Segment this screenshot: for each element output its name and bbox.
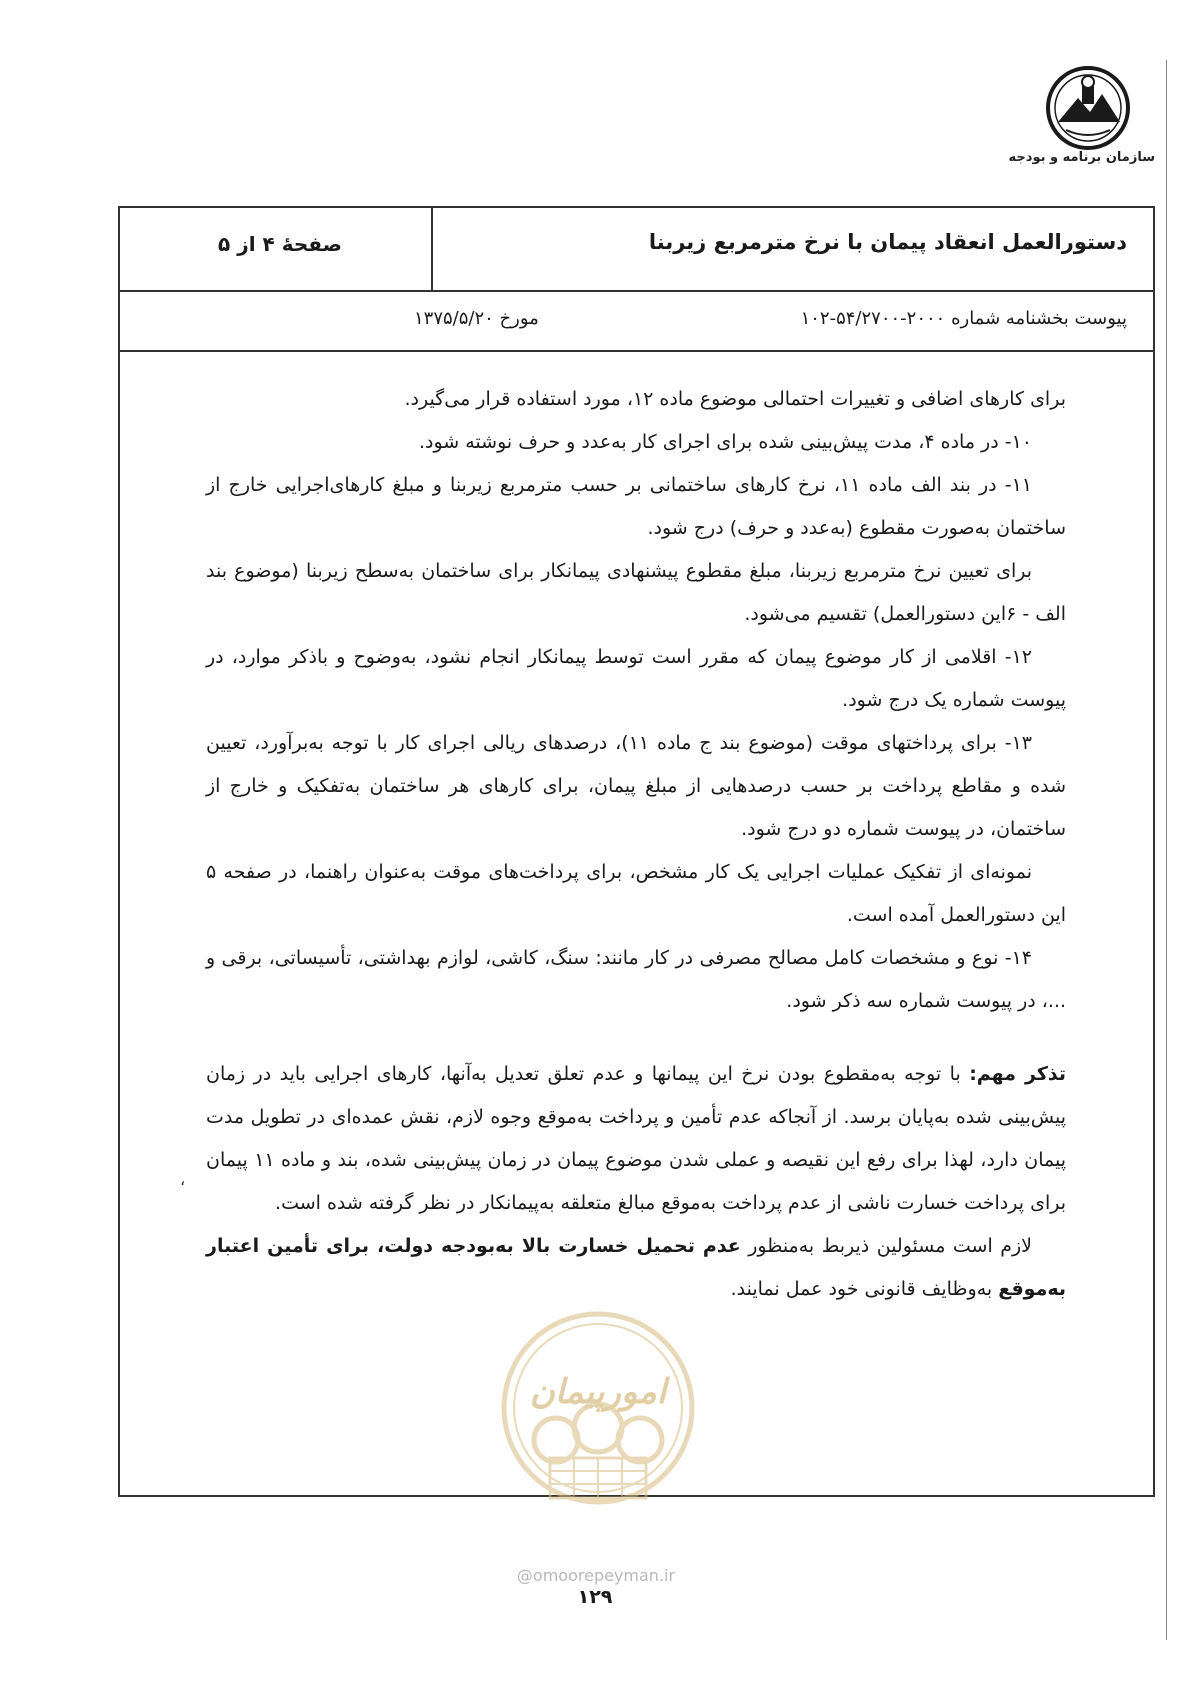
closing-emphasis: عدم تحمیل خسارت بالا به‌بودجه دولت، برای تأمین اعتبار به‌موقع xyxy=(206,1235,1066,1300)
page-label: صفحهٔ ۴ از ۵ xyxy=(218,232,342,256)
page-number: ۱۲۹ xyxy=(577,1586,613,1608)
site-watermark: @omoorepeyman.ir xyxy=(516,1566,676,1585)
document-title: دستورالعمل انعقاد پیمان با نرخ مترمربع زیربنا xyxy=(648,230,1127,254)
note-label: تذکر مهم: xyxy=(969,1063,1066,1085)
paragraph: نمونه‌ای از تفکیک عملیات اجرایی یک کار مشخص، برای پرداخت‌های موقت به‌عنوان راهنما، در صفحه ۵ این دستورالعمل آمده است. xyxy=(206,861,1066,926)
closing-text: لازم است مسئولین ذیربط به‌منظور xyxy=(740,1235,1032,1257)
right-margin-rule xyxy=(1166,60,1167,1640)
important-note xyxy=(206,1053,1066,1225)
closing-paragraph xyxy=(206,1225,1066,1311)
paragraph: برای تعیین نرخ مترمربع زیربنا، مبلغ مقطوع پیشنهادی پیمانکار برای ساختمان به‌سطح زیربنا (موضوع بند الف - ۶این دستورالعمل) تقسیم می‌شود. xyxy=(206,560,1066,625)
paragraph: ۱۱- در بند الف ماده ۱۱، نرخ کارهای ساختمانی بر حسب مترمربع زیربنا و مبلغ کارهای‌اجرایی خارج از ساختمان به‌صورت مقطوع (به‌عدد و حرف) درج شود. xyxy=(206,474,1066,539)
paragraph: ۱۳- برای پرداختهای موقت (موضوع بند ج ماده ۱۱)، درصدهای ریالی اجرای کار با توجه به‌برآورد، تعیین شده و مقاطع پرداخت بر حسب درصدهایی از مبلغ پیمان، برای کارهای هر ساختمان به‌تفکیک و خارج از ساختمان، در پیوست شماره دو درج شود. xyxy=(206,732,1066,840)
closing-text-end: به‌وظایف قانونی خود عمل نمایند. xyxy=(730,1278,999,1300)
document-frame xyxy=(118,206,1155,1497)
circular-date: مورخ ۱۳۷۵/۵/۲۰ xyxy=(414,308,539,329)
paragraph: ۱۴- نوع و مشخصات کامل مصالح مصرفی در کار مانند: سنگ، کاشی، لوازم بهداشتی، تأسیساتی، برقی و ...، در پیوست شماره سه ذکر شود. xyxy=(206,947,1066,1012)
header-divider xyxy=(431,208,433,290)
title-row xyxy=(120,208,1153,292)
paragraph: برای کارهای اضافی و تغییرات احتمالی موضوع ماده ۱۲، مورد استفاده قرار می‌گیرد. xyxy=(404,388,1066,410)
stamp-text: امورپیمان xyxy=(529,1372,667,1412)
paragraph: ۱۲- اقلامی از کار موضوع پیمان که مقرر است توسط پیمانکار انجام نشود، به‌وضوح و باذکر موارد، در پیوست شماره یک درج شود. xyxy=(206,646,1066,711)
note-text: با توجه به‌مقطوع بودن نرخ این پیمانها و عدم تعلق تعدیل به‌آنها، کارهای اجرایی باید در زمان پیش‌بینی شده به‌پایان برسد. از آنجاکه عدم تأمین و پرداخت به‌موقع وجوه لازم، نقش عمده‌ای در تطویل مدت پیمان دارد، لهذا برای رفع این نقیصه و عملی شدن موضوع پیمان در زمان پیش‌بینی شده، بند و ماده ۱۱ پیمان برای پرداخت خسارت ناشی از عدم پرداخت به‌موقع مبالغ متعلقه به‌پیمانکار در نظر گرفته شده است. xyxy=(206,1063,1066,1214)
paragraph: ۱۰- در ماده ۴، مدت پیش‌بینی شده برای اجرای کار به‌عدد و حرف نوشته شود. xyxy=(418,431,1032,453)
org-name: سازمان برنامه و بودجه xyxy=(1008,150,1155,165)
paragraph-gap xyxy=(206,1023,1066,1053)
circular-number: پیوست بخشنامه شماره ۲۰۰۰-۵۴/۲۷۰۰-۱۰۲ xyxy=(800,308,1127,329)
stray-mark: ، xyxy=(180,1170,186,1189)
document-body xyxy=(206,378,1066,1311)
circular-row xyxy=(120,292,1153,352)
stamp-watermark xyxy=(498,1308,698,1518)
